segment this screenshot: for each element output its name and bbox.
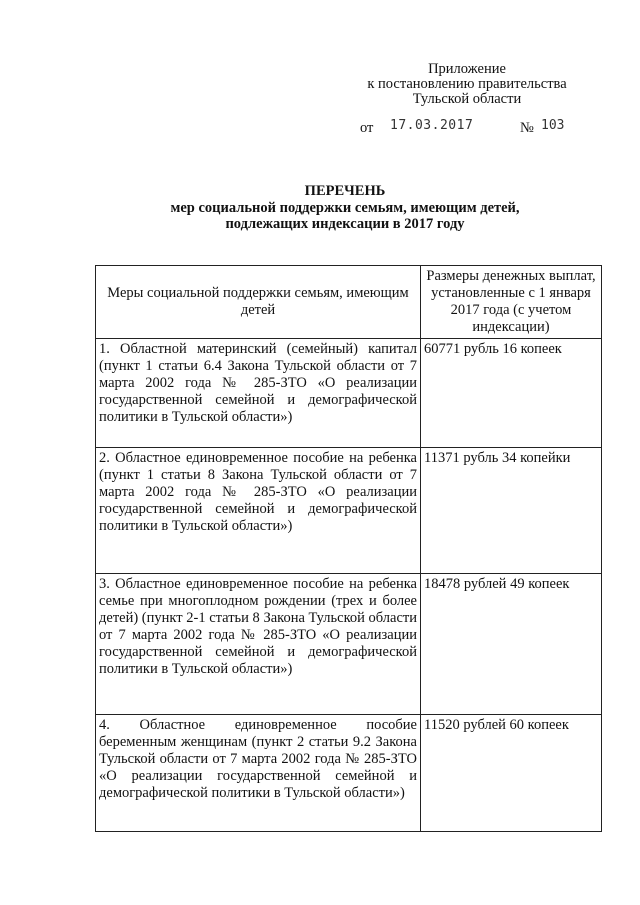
measures-table (95, 265, 602, 832)
row-amount: 11371 рубль 34 копейки (421, 448, 602, 574)
document-subtitle-1: мер социальной поддержки семьям, имеющим детей, (170, 199, 520, 216)
row-amount: 11520 рублей 60 копеек (421, 715, 602, 832)
document-subtitle-2: подлежащих индексации в 2017 году (225, 216, 465, 232)
order-from-label: от (360, 120, 374, 136)
order-number: 103 (541, 118, 565, 133)
table-row (96, 339, 602, 448)
document-heading (100, 183, 590, 233)
appendix-block (352, 62, 582, 107)
appendix-line-1: Приложение (428, 61, 506, 77)
row-description: 2. Областное единовременное пособие на ребенка (пункт 1 статьи 8 Закона Тульской области от 7 марта 2002 года № 285-ЗТО «О реализации государственной семейной и демографической политики в Тульской области») (96, 448, 421, 574)
document-title: ПЕРЕЧЕНЬ (304, 183, 386, 199)
order-number-label: № (520, 120, 534, 136)
row-description: 1. Областной материнский (семейный) капитал (пункт 1 статьи 6.4 Закона Тульской области от 7 марта 2002 года № 285-ЗТО «О реализации государственной семейной и демографической политики в Тульской области») (96, 339, 421, 448)
row-amount: 18478 рублей 49 копеек (421, 574, 602, 715)
row-amount: 60771 рубль 16 копеек (421, 339, 602, 448)
table-row (96, 715, 602, 832)
appendix-line-2: к постановлению правительства (367, 76, 567, 92)
table-row (96, 574, 602, 715)
row-description: 4. Областное единовременное пособие беременным женщинам (пункт 2 статьи 9.2 Закона Тульской области от 7 марта 2002 года № 285-ЗТО «О реализации государственной семейной и демографической политики в Тульской области») (96, 715, 421, 832)
header-measures: Меры социальной поддержки семьям, имеющим детей (96, 266, 421, 339)
order-date: 17.03.2017 (390, 118, 474, 133)
table-header-row (96, 266, 602, 339)
row-description: 3. Областное единовременное пособие на ребенка семье при многоплодном рождении (трех и более детей) (пункт 2-1 статьи 8 Закона Тульской области от 7 марта 2002 года № 285-ЗТО «О реализации государственной семейной и демографической политики в Тульской области») (96, 574, 421, 715)
header-amounts: Размеры денежных выплат, установленные с 1 января 2017 года (с учетом индексации) (421, 266, 602, 339)
table-row (96, 448, 602, 574)
appendix-line-3: Тульской области (412, 91, 522, 107)
